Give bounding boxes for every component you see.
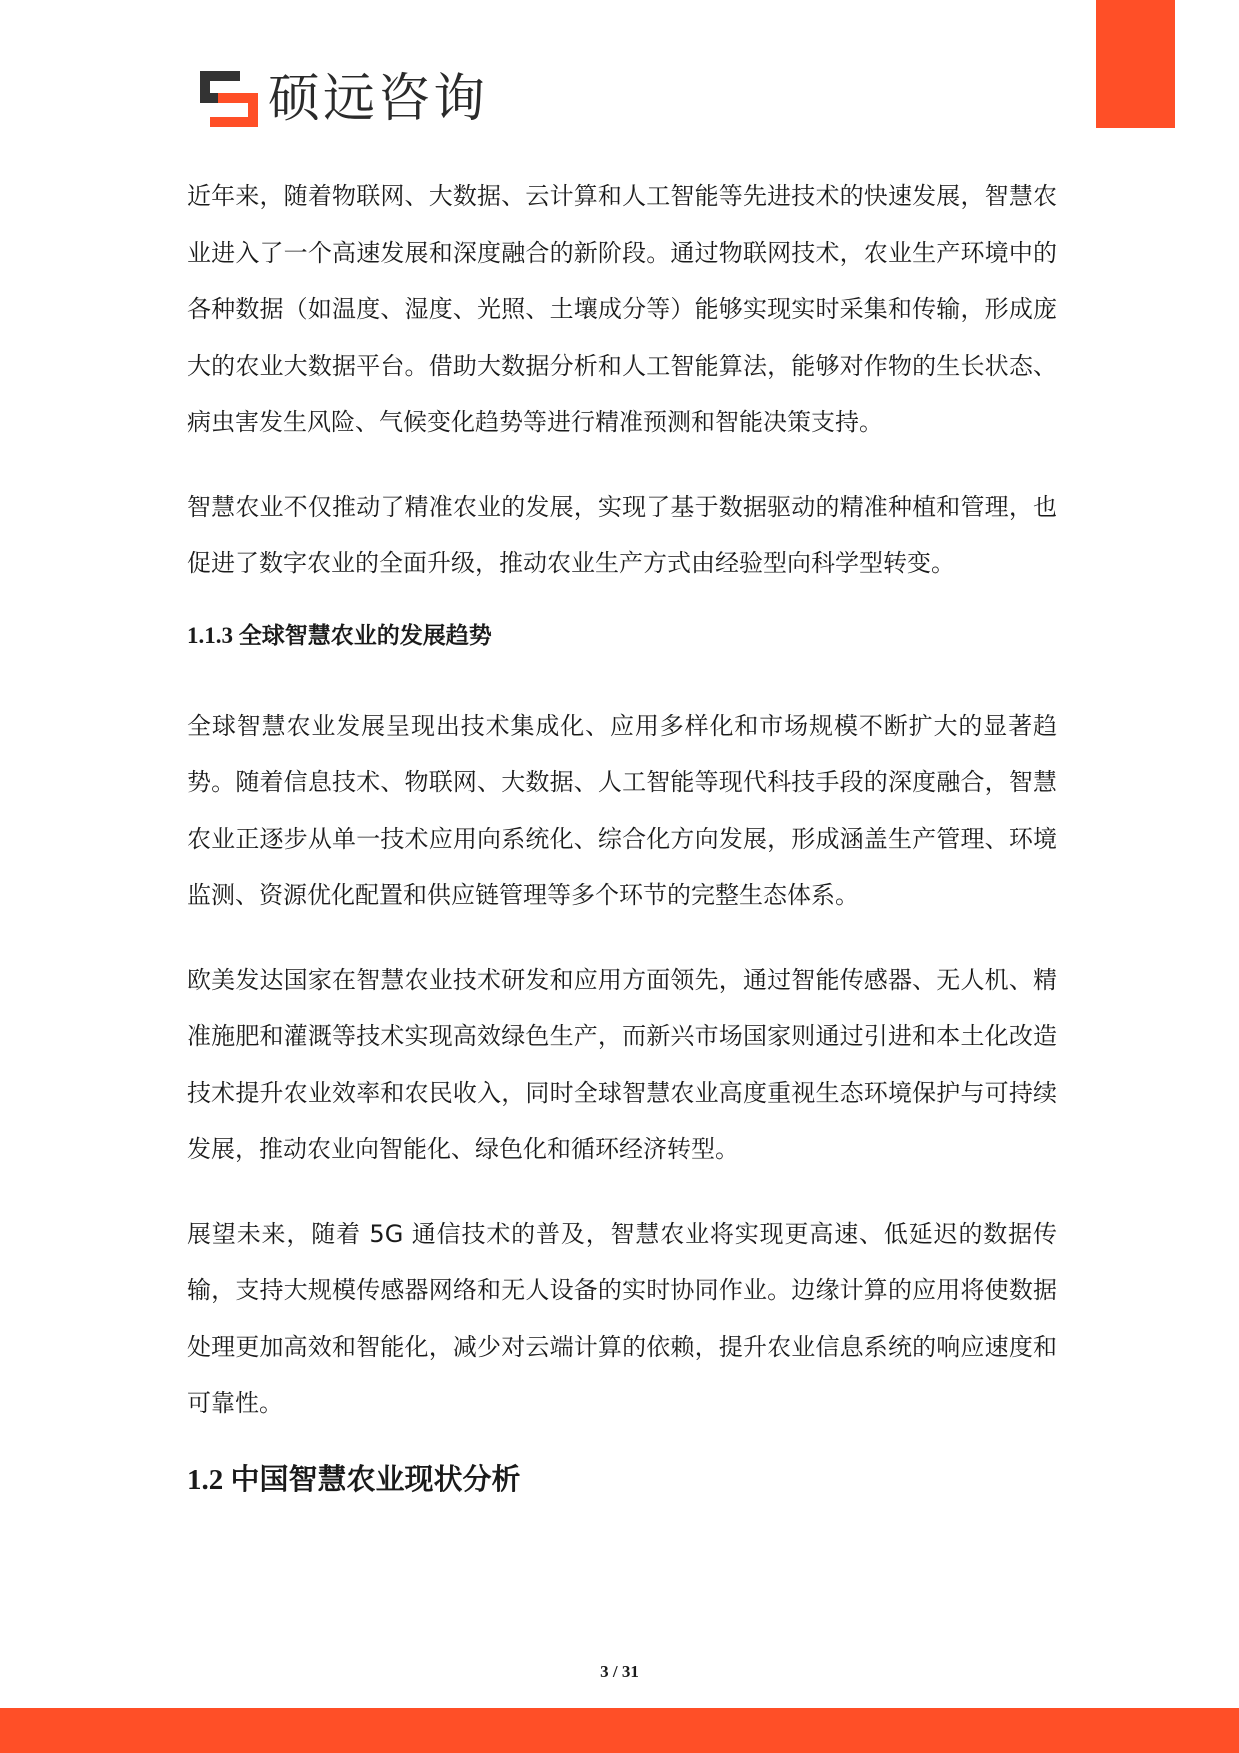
chapter-heading: 1.2 中国智慧农业现状分析 [187,1463,521,1496]
paragraph: 欧美发达国家在智慧农业技术研发和应用方面领先，通过智能传感器、无人机、精准施肥和灌溉等技术实现高效绿色生产，而新兴市场国家则通过引进和本土化改造技术提升农业效率和农民收入，同时全球智慧农业高度重视生态环境保护与可持续发展，推动农业向智能化、绿色化和循环经济转型。 [187,965,1057,1163]
s-shaped-logo-icon [200,71,258,127]
page-number: 3 / 31 [600,1662,639,1681]
brand-logo [200,68,488,130]
paragraph: 全球智慧农业发展呈现出技术集成化、应用多样化和市场规模不断扩大的显著趋势。随着信息技术、物联网、大数据、人工智能等现代科技手段的深度融合，智慧农业正逐步从单一技术应用向系统化、综合化方向发展，形成涵盖生产管理、环境监测、资源优化配置和供应链管理等多个环节的完整生态体系。 [187,711,1057,909]
footer-accent-bar [0,1708,1239,1753]
paragraph: 智慧农业不仅推动了精准农业的发展，实现了基于数据驱动的精准种植和管理，也促进了数字农业的全面升级，推动农业生产方式由经验型向科学型转变。 [187,492,1057,577]
document-body [187,168,1057,1500]
section-heading: 1.1.3 全球智慧农业的发展趋势 [187,622,492,648]
paragraph: 近年来，随着物联网、大数据、云计算和人工智能等先进技术的快速发展，智慧农业进入了一个高速发展和深度融合的新阶段。通过物联网技术，农业生产环境中的各种数据（如温度、湿度、光照、土壤成分等）能够实现实时采集和传输，形成庞大的农业大数据平台。借助大数据分析和人工智能算法，能够对作物的生长状态、病虫害发生风险、气候变化趋势等进行精准预测和智能决策支持。 [187,182,1057,436]
paragraph: 展望未来，随着 5G 通信技术的普及，智慧农业将实现更高速、低延迟的数据传输，支持大规模传感器网络和无人设备的实时协同作业。边缘计算的应用将使数据处理更加高效和智能化，减少对云端计算的依赖，提升农业信息系统的响应速度和可靠性。 [187,1219,1057,1417]
corner-accent-tab [1096,0,1175,128]
brand-name: 硕远咨询 [268,69,489,129]
